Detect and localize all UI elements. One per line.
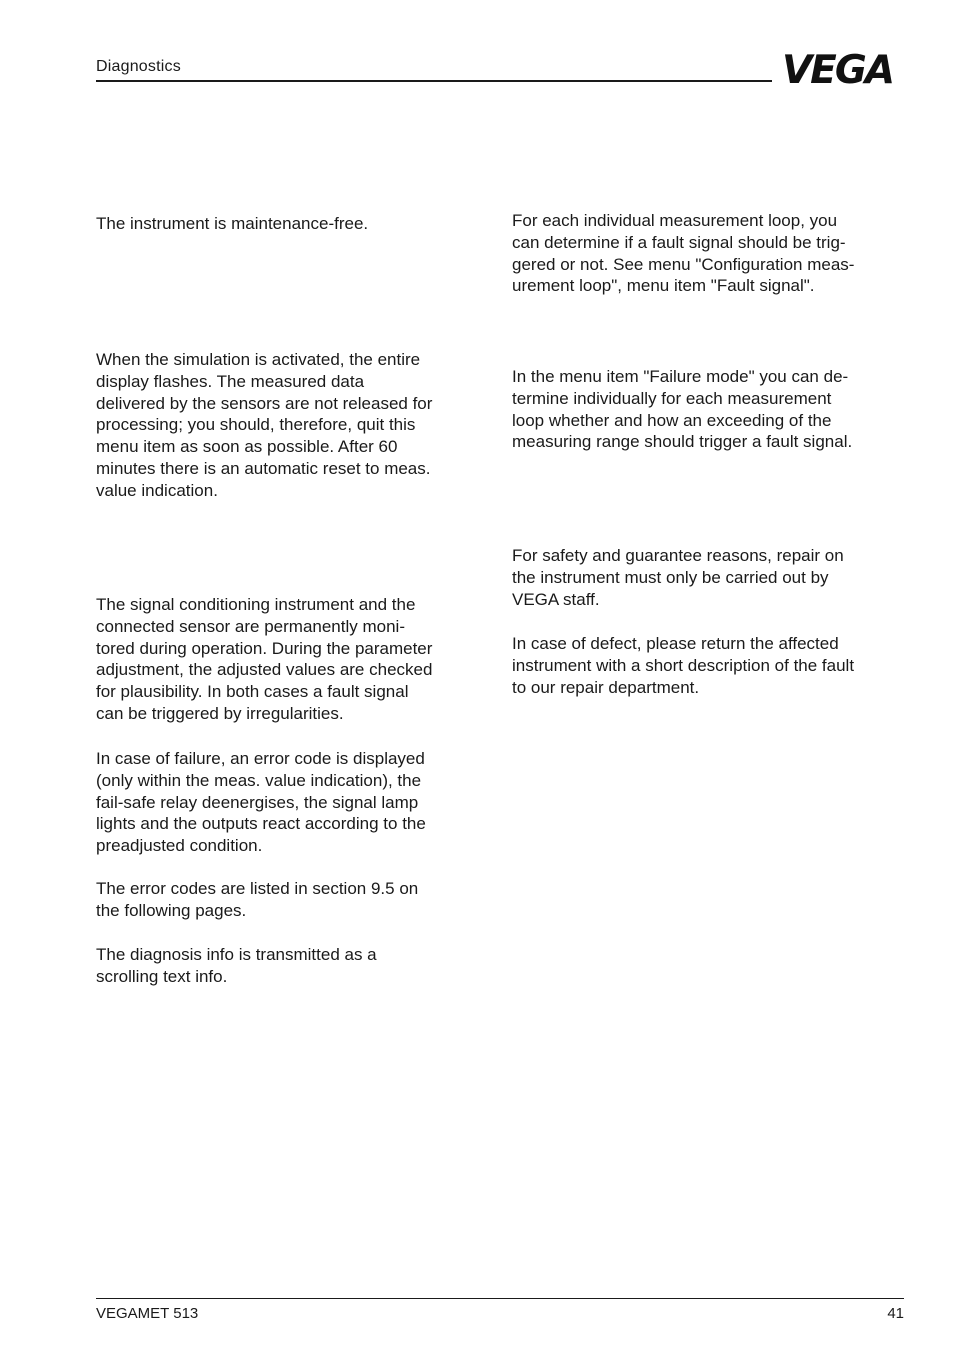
failure-mode-paragraph: In the menu item "Failure mode" you can de- termine individually for each measurement loop whether and how an exceeding of the measuring range should trigger a fault signal.	[512, 367, 853, 452]
footer-divider	[96, 1298, 904, 1299]
failure-paragraph: In case of failure, an error code is displayed (only within the meas. value indication), the fail-safe relay deenergises, the signal lamp lights and the outputs react according to the preadjusted condition.	[96, 749, 426, 856]
simulation-paragraph: When the simulation is activated, the entire display flashes. The measured data delivered by the sensors are not released for processing; you should, therefore, quit this menu item as soon as possible. After 60 minutes there is an automatic reset to meas. value indication.	[96, 350, 433, 500]
maintenance-paragraph: The instrument is maintenance-free.	[96, 214, 369, 233]
header-divider	[96, 80, 772, 82]
page-number: 41	[887, 1305, 904, 1322]
section-title: Diagnostics	[96, 58, 181, 75]
diagnosis-info-paragraph: The diagnosis info is transmitted as a scrolling text info.	[96, 945, 377, 986]
product-name: VEGAMET 513	[96, 1305, 199, 1322]
fault-signal-paragraph: For each individual measurement loop, you can determine if a fault signal should be trig- gered or not. See menu "Configuration meas- urement loop", menu item "Fault signal".	[512, 211, 855, 296]
vega-logo	[782, 50, 904, 86]
repair-safety-paragraph: For safety and guarantee reasons, repair on the instrument must only be carried out by VEGA staff.	[512, 546, 844, 609]
repair-defect-paragraph: In case of defect, please return the affected instrument with a short description of the fault to our repair department.	[512, 634, 855, 697]
monitoring-paragraph: The signal conditioning instrument and the connected sensor are permanently moni- tored during operation. During the parameter adjustment, the adjusted values are checked for plausibility. In both cases a fault signal can be triggered by irregularities.	[96, 595, 433, 723]
logo-text: VEGA	[782, 50, 894, 86]
error-codes-paragraph: The error codes are listed in section 9.5 on the following pages.	[96, 879, 419, 920]
